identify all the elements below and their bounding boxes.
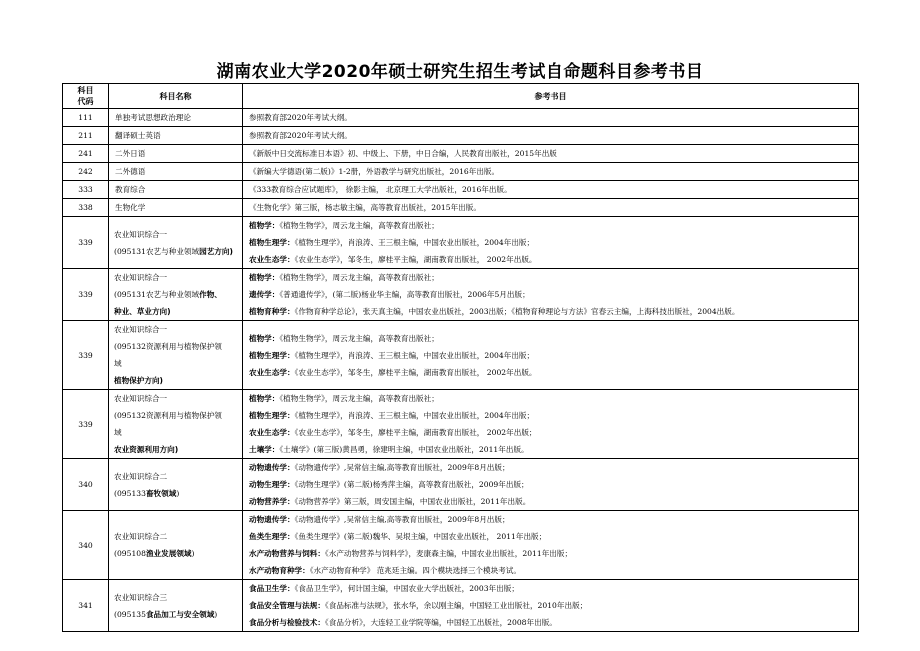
- reference-category: 食品卫生学：: [249, 584, 295, 593]
- subject-name-line: [114, 286, 242, 303]
- reference-books: [243, 580, 859, 632]
- subject-name-line: [114, 545, 242, 562]
- reference-category: 植物学：: [249, 221, 280, 230]
- reference-text: 《食品分析》，大连轻工业学院等编，中国轻工出版社，2008年出版。: [324, 618, 557, 627]
- subject-name-line: [114, 226, 242, 243]
- reference-text: 《农业生态学》，邹冬生，廖桂平主编，湖南教育出版社， 2002年出版；: [294, 428, 537, 437]
- subject-name-line: [114, 390, 242, 407]
- subject-name-line: [114, 606, 242, 623]
- subject-name-line: [114, 485, 242, 502]
- reference-books: [243, 109, 859, 127]
- subject-name: [109, 145, 243, 163]
- table-row: [63, 127, 859, 145]
- table-row: [63, 199, 859, 217]
- reference-line: [249, 407, 858, 424]
- subject-name-part: 二外日语: [115, 149, 146, 158]
- reference-category: 食品分析与检验技术：: [249, 618, 325, 627]
- subject-name-part: 农业知识综合二: [114, 471, 168, 481]
- subject-name-part: (095131农艺与种业领域: [114, 246, 200, 256]
- reference-line: [249, 148, 858, 159]
- reference-books: [243, 145, 859, 163]
- subject-name: [109, 127, 243, 145]
- subject-code: 341: [63, 580, 109, 632]
- header-code-line1: 科目: [77, 86, 94, 95]
- reference-category: 遗传学：: [249, 290, 280, 299]
- subject-name-part: 农业知识综合一: [114, 394, 168, 403]
- reference-category: 植物学：: [249, 273, 280, 282]
- reference-books: [243, 181, 859, 199]
- reference-table: [62, 83, 859, 632]
- subject-name: [109, 459, 243, 511]
- reference-books: [243, 511, 859, 580]
- reference-text: 《植物生理学》，肖浪涛、王三根主编，中国农业出版社，2004年出版；: [294, 238, 535, 247]
- subject-name: [109, 181, 243, 199]
- reference-line: [249, 441, 858, 458]
- reference-line: [249, 597, 858, 614]
- subject-name-part: 翻译硕士英语: [115, 131, 161, 140]
- reference-line: [249, 511, 858, 528]
- subject-name-part: 农业知识综合二: [114, 532, 168, 541]
- reference-text: 《动物营养学》第三版，周安国主编，中国农业出版社，2011年出版。: [294, 497, 531, 506]
- subject-name: [109, 269, 243, 321]
- subject-name-line: [114, 321, 242, 338]
- reference-text: 《水产动物育种学》 范兆廷主编。四个模块选择三个模块考试。: [309, 566, 521, 575]
- subject-name-part: 二外德语: [115, 167, 146, 176]
- reference-line: [249, 303, 858, 320]
- subject-name: [109, 321, 243, 390]
- header-name: 科目名称: [109, 84, 243, 109]
- reference-category: 植物生理学：: [249, 350, 295, 360]
- reference-line: [249, 493, 858, 510]
- reference-line: [249, 562, 858, 579]
- subject-code: 339: [63, 321, 109, 390]
- reference-text: 《植物生物学》，周云龙主编，高等教育出版社；: [279, 333, 439, 343]
- table-row: [63, 109, 859, 127]
- subject-code: 111: [63, 109, 109, 127]
- subject-name-part: 园艺方向): [199, 246, 233, 256]
- reference-text: 《新编大学德语(第二版)》1-2册，外语教学与研究出版社，2016年出版。: [249, 167, 500, 176]
- subject-name-part: (095133: [114, 488, 146, 498]
- subject-name-part: (095132资源利用与植物保护领: [114, 411, 222, 420]
- subject-name-part: ): [214, 609, 218, 619]
- reference-category: 动物遗传学：: [249, 463, 295, 472]
- table-row: [63, 181, 859, 199]
- reference-text: 《水产动物营养与饲料学》，麦康森主编，中国农业出版社，2011年出版；: [324, 549, 573, 558]
- reference-text: 参照教育部2020年考试大纲。: [249, 131, 352, 140]
- reference-books: [243, 217, 859, 269]
- table-row: [63, 511, 859, 580]
- reference-text: 《普通遗传学》，(第二版)杨业华主编，高等教育出版社，2006年5月出版；: [279, 290, 530, 299]
- reference-category: 植物生理学：: [249, 238, 295, 247]
- reference-text: 《新版中日交流标准日本语》初、中级上、下册，中日合编，人民教育出版社，2015年出版: [249, 149, 557, 158]
- subject-code: 211: [63, 127, 109, 145]
- reference-line: [249, 234, 858, 251]
- subject-name-part: 农业资源利用方向): [114, 445, 179, 454]
- reference-books: [243, 199, 859, 217]
- reference-text: 《植物生物学》，周云龙主编，高等教育出版社；: [279, 394, 439, 403]
- subject-name-line: [114, 372, 242, 389]
- reference-line: [249, 112, 858, 123]
- subject-code: 333: [63, 181, 109, 199]
- reference-text: 《动物遗传学》,吴常信主编,高等教育出版社，2009年8月出版；: [294, 463, 510, 472]
- reference-books: [243, 127, 859, 145]
- subject-name-line: [114, 355, 242, 372]
- subject-code: 340: [63, 459, 109, 511]
- subject-name-line: [114, 303, 242, 320]
- reference-line: [249, 347, 858, 364]
- reference-books: [243, 321, 859, 390]
- subject-name-line: [114, 441, 242, 458]
- subject-name-part: 渔业发展领域: [145, 549, 192, 558]
- subject-name-part: (095108: [114, 549, 146, 558]
- subject-name-part: (095135: [114, 609, 146, 619]
- reference-text: 《食品卫生学》，何计国主编，中国农业大学出版社，2003年出版；: [294, 584, 519, 593]
- subject-name-part: ): [176, 488, 180, 498]
- header-code-line2: 代码: [77, 97, 94, 106]
- subject-name-line: [115, 202, 242, 213]
- subject-name: [109, 163, 243, 181]
- subject-name-line: [114, 528, 242, 545]
- reference-category: 植物生理学：: [249, 411, 295, 420]
- reference-category: 动物生理学：: [249, 480, 295, 489]
- subject-name-part: ): [191, 549, 195, 558]
- reference-line: [249, 545, 858, 562]
- subject-name-line: [115, 130, 242, 141]
- subject-code: 338: [63, 199, 109, 217]
- reference-line: [249, 166, 858, 177]
- reference-line: [249, 390, 858, 407]
- reference-category: 土壤学：: [249, 445, 280, 454]
- subject-name-part: 种业、草业方向): [114, 307, 171, 316]
- table-header-row: [63, 84, 859, 109]
- reference-text: 《土壤学》(第三版)黄昌勇，徐建明主编，中国农业出版社，2011年出版。: [279, 445, 529, 454]
- reference-text: 《植物生物学》，周云龙主编，高等教育出版社；: [279, 221, 439, 230]
- reference-line: [249, 614, 858, 631]
- subject-code: 241: [63, 145, 109, 163]
- subject-name-line: [114, 407, 242, 424]
- subject-name-line: [115, 184, 242, 195]
- subject-name-part: 生物化学: [115, 203, 146, 212]
- table-body: [63, 109, 859, 632]
- table-row: [63, 321, 859, 390]
- subject-name-line: [114, 269, 242, 286]
- subject-code: 339: [63, 217, 109, 269]
- reference-books: [243, 459, 859, 511]
- reference-line: [249, 580, 858, 597]
- reference-text: 参照教育部2020年考试大纲。: [249, 113, 352, 122]
- subject-name-part: 畜牧领域: [145, 488, 177, 498]
- subject-name: [109, 390, 243, 459]
- reference-category: 动物遗传学：: [249, 515, 295, 524]
- reference-line: [249, 202, 858, 213]
- reference-category: 动物营养学：: [249, 497, 295, 506]
- reference-category: 食品安全管理与法规：: [249, 601, 325, 610]
- reference-line: [249, 476, 858, 493]
- subject-name-line: [114, 338, 242, 355]
- subject-name: [109, 511, 243, 580]
- reference-category: 农业生态学：: [249, 367, 295, 377]
- reference-text: 《动物遗传学》,吴常信主编,高等教育出版社，2009年8月出版；: [294, 515, 510, 524]
- header-refs: 参考书目: [243, 84, 859, 109]
- reference-text: 《植物生理学》，肖浪涛、王三根主编，中国农业出版社，2004年出版；: [294, 411, 535, 420]
- reference-text: 《生物化学》第三版，杨志敏主编，高等教育出版社，2015年出版。: [249, 203, 481, 212]
- reference-books: [243, 163, 859, 181]
- table-row: [63, 459, 859, 511]
- page-title: 湖南农业大学2020年硕士研究生招生考试自命题科目参考书目: [216, 62, 704, 82]
- subject-name-line: [114, 243, 242, 260]
- subject-name: [109, 199, 243, 217]
- subject-name-part: 作物、: [199, 290, 222, 299]
- subject-name: [109, 580, 243, 632]
- header-code: [63, 84, 109, 109]
- table-row: [63, 390, 859, 459]
- reference-category: 植物育种学：: [249, 307, 295, 316]
- subject-name-line: [115, 148, 242, 159]
- subject-code: 340: [63, 511, 109, 580]
- reference-line: [249, 459, 858, 476]
- table-row: [63, 269, 859, 321]
- reference-text: 《植物生理学》，肖浪涛、王三根主编，中国农业出版社，2004年出版；: [294, 350, 535, 360]
- subject-name: [109, 217, 243, 269]
- reference-category: 农业生态学：: [249, 255, 295, 264]
- subject-name-line: [114, 589, 242, 606]
- subject-name-part: 农业知识综合一: [114, 273, 168, 282]
- subject-name-part: 单独考试思想政治理论: [115, 113, 191, 122]
- reference-text: 《作物育种学总论》，张天真主编，中国农业出版社，2003出版；《植物育种理论与方法》官春云主编，上海科技出版社，2004出版。: [294, 307, 740, 316]
- reference-category: 植物学：: [249, 394, 280, 403]
- reference-category: 鱼类生理学：: [249, 532, 295, 541]
- table-row: [63, 145, 859, 163]
- reference-text: 《动物生理学》(第二版)杨秀萍主编，高等教育出版社，2009年出版；: [294, 480, 529, 489]
- reference-line: [249, 269, 858, 286]
- reference-text: 《农业生态学》，邹冬生，廖桂平主编，湖南教育出版社， 2002年出版。: [294, 255, 537, 264]
- subject-code: 242: [63, 163, 109, 181]
- subject-name-part: (095131农艺与种业领域: [114, 290, 200, 299]
- table-row: [63, 217, 859, 269]
- subject-name-line: [115, 166, 242, 177]
- reference-text: 《植物生物学》，周云龙主编，高等教育出版社；: [279, 273, 439, 282]
- reference-line: [249, 130, 858, 141]
- subject-name-part: 域: [114, 359, 122, 368]
- reference-line: [249, 364, 858, 381]
- subject-name-line: [115, 112, 242, 123]
- reference-text: 《333教育综合应试题库》， 徐影主编， 北京理工大学出版社，2016年出版。: [249, 185, 512, 194]
- subject-name-line: [114, 468, 242, 485]
- reference-line: [249, 286, 858, 303]
- subject-name-part: 域: [114, 428, 122, 437]
- reference-line: [249, 184, 858, 195]
- subject-name-part: 农业知识综合一: [114, 325, 168, 334]
- reference-category: 水产动物营养与饲料：: [249, 549, 325, 558]
- reference-text: 《鱼类生理学》(第二版)魏华、吴垠主编，中国农业出版社， 2011年出版；: [294, 532, 547, 541]
- table-row: [63, 163, 859, 181]
- reference-category: 农业生态学：: [249, 428, 295, 437]
- subject-name-part: 农业知识综合一: [114, 229, 168, 239]
- subject-name-part: 教育综合: [115, 185, 146, 194]
- reference-category: 水产动物育种学：: [249, 566, 310, 575]
- reference-books: [243, 390, 859, 459]
- subject-name-part: 植物保护方向): [114, 376, 164, 385]
- subject-code: 339: [63, 390, 109, 459]
- reference-line: [249, 330, 858, 347]
- subject-name-part: (095132资源利用与植物保护领: [114, 342, 222, 351]
- subject-name-line: [114, 424, 242, 441]
- reference-books: [243, 269, 859, 321]
- reference-category: 植物学：: [249, 333, 280, 343]
- reference-line: [249, 424, 858, 441]
- reference-text: 《食品标准与法规》，张水华，余以刚主编，中国轻工业出版社，2010年出版；: [324, 601, 588, 610]
- subject-name: [109, 109, 243, 127]
- reference-line: [249, 251, 858, 268]
- subject-code: 339: [63, 269, 109, 321]
- subject-name-part: 食品加工与安全领域: [145, 609, 215, 619]
- reference-text: 《农业生态学》，邹冬生，廖桂平主编，湖南教育出版社， 2002年出版。: [294, 367, 537, 377]
- reference-line: [249, 528, 858, 545]
- table-row: [63, 580, 859, 632]
- subject-name-part: 农业知识综合三: [114, 592, 168, 602]
- reference-line: [249, 217, 858, 234]
